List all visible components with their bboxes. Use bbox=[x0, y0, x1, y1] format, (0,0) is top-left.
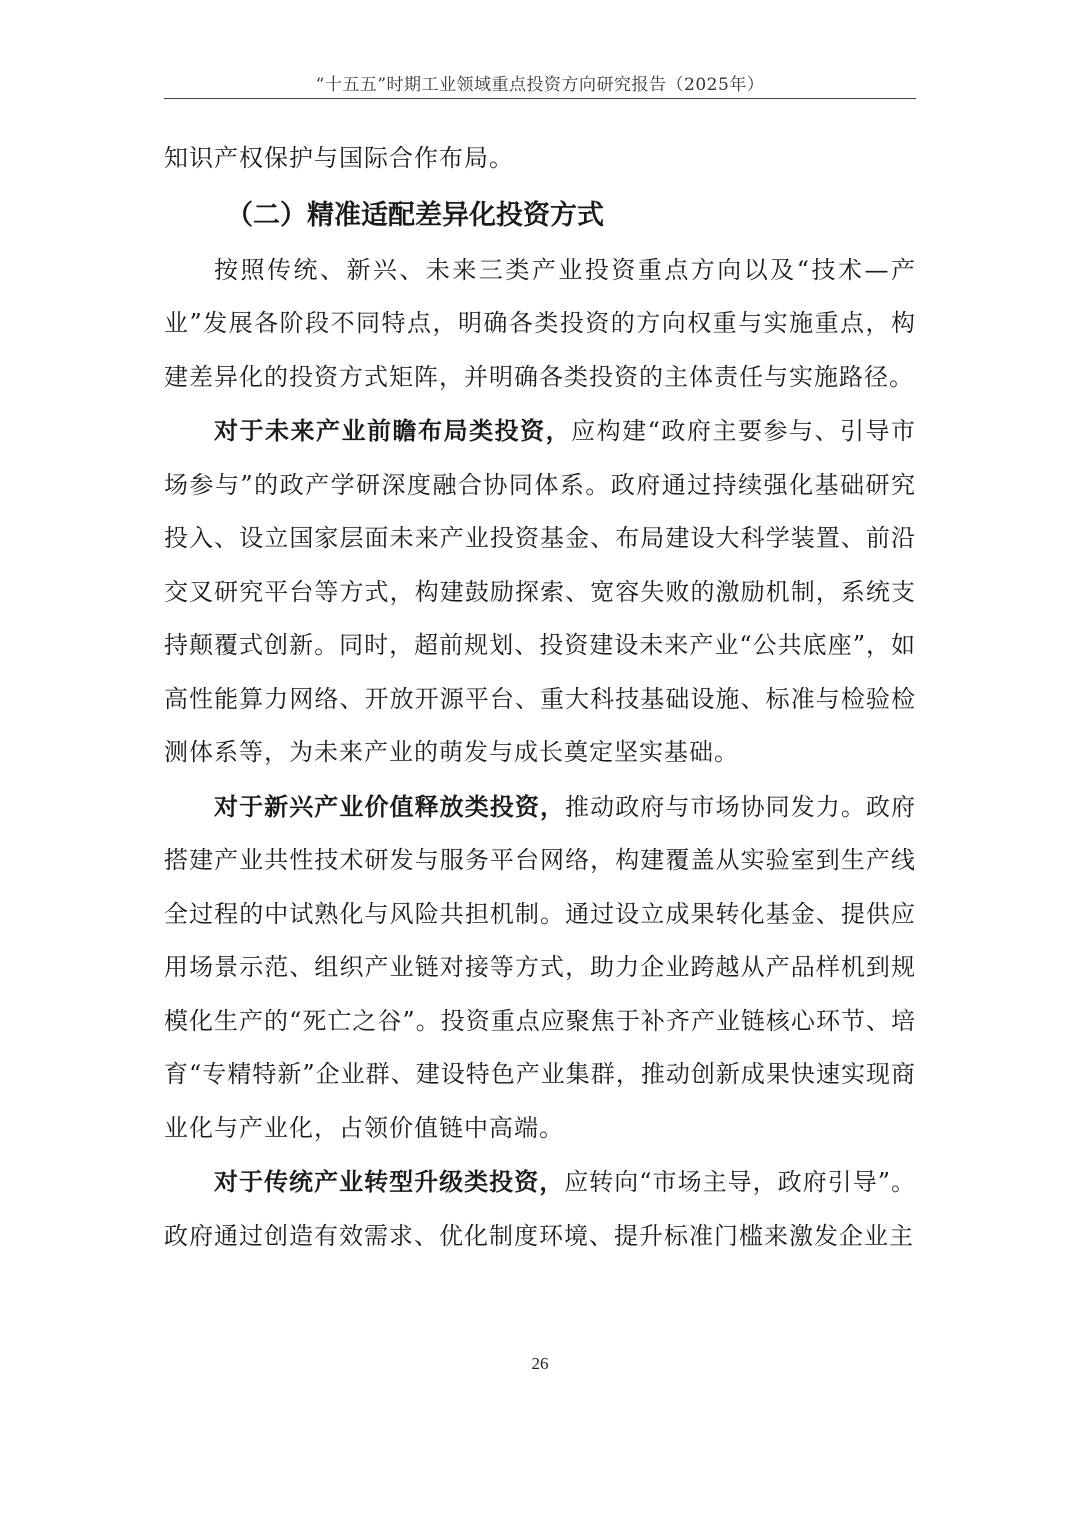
future-industry-lead: 对于未来产业前瞻布局类投资， bbox=[214, 416, 572, 445]
header-divider bbox=[164, 98, 916, 99]
continuation-paragraph: 知识产权保护与国际合作布局。 bbox=[164, 144, 514, 172]
future-industry-paragraph bbox=[164, 404, 916, 780]
emerging-industry-lead: 对于新兴产业价值释放类投资， bbox=[214, 791, 566, 821]
intro-paragraph: 按照传统、新兴、未来三类产业投资重点方向以及“技术—产业”发展各阶段不同特点，明确各类投资的方向权重与实施重点，构建差异化的投资方式矩阵，并明确各类投资的主体责任与实施路径。 bbox=[164, 255, 916, 391]
page-number: 26 bbox=[531, 1354, 549, 1373]
emerging-industry-text: 推动政府与市场协同发力。政府搭建产业共性技术研发与服务平台网络，构建覆盖从实验室到生产线全过程的中试熟化与风险共担机制。通过设立成果转化基金、提供应用场景示范、组织产业链对接等方式，助力企业跨越从产品样机到规模化生产的“死亡之谷”。投资重点应聚焦于补齐产业链核心环节、培育“专精特新”企业群、建设特色产业集群，推动创新成果快速实现商业化与产业化，占领价值链中高端。 bbox=[164, 792, 917, 1142]
future-industry-text: 应构建“政府主要参与、引导市场参与”的政产学研深度融合协同体系。政府通过持续强化基础研究投入、设立国家层面未来产业投资基金、布局建设大科学装置、前沿交叉研究平台等方式，构建鼓励探索、宽容失败的激励机制，系统支持颠覆式创新。同时，超前规划、投资建设未来产业“公共底座”，如高性能算力网络、开放开源平台、重大科技基础设施、标准与检验检测体系等，为未来产业的萌发与成长奠定坚实基础。 bbox=[164, 417, 916, 766]
section-heading: （二）精准适配差异化投资方式 bbox=[226, 199, 604, 231]
page-body bbox=[164, 132, 916, 1263]
running-header: “十五五”时期工业领域重点投资方向研究报告（2025年） bbox=[315, 75, 765, 95]
traditional-industry-lead: 对于传统产业转型升级类投资， bbox=[214, 1167, 565, 1196]
traditional-industry-paragraph bbox=[164, 1155, 916, 1263]
emerging-industry-paragraph bbox=[164, 780, 916, 1156]
traditional-industry-text: 应转向“市场主导，政府引导”。政府通过创造有效需求、优化制度环境、提升标准门槛来激发企业主 bbox=[164, 1168, 916, 1250]
